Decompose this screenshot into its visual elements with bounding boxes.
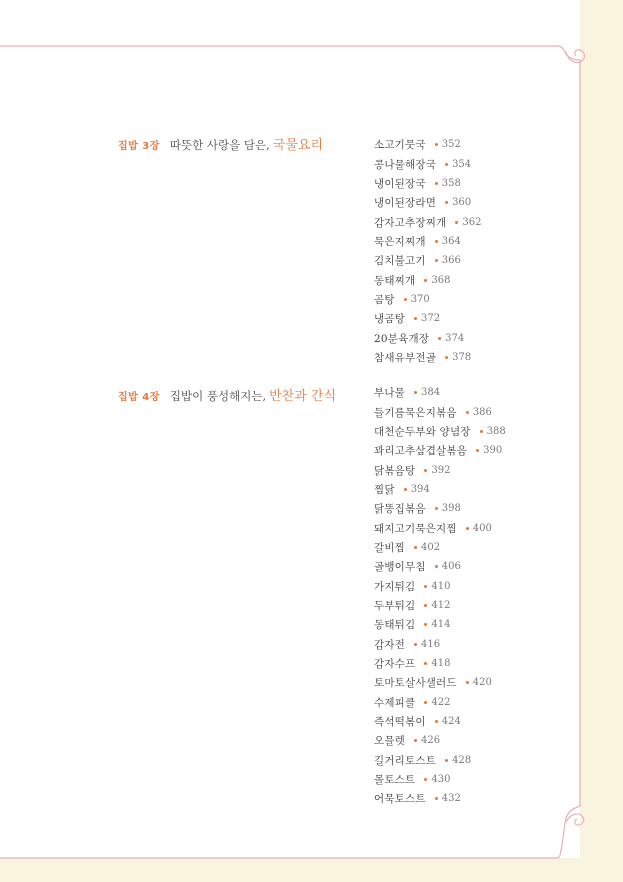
page-number: 422 [431, 696, 451, 708]
recipe-title: 갈비찜 [374, 541, 406, 554]
bullet-dot-icon [414, 739, 417, 742]
toc-entry [374, 328, 482, 347]
page-number: 386 [472, 406, 492, 418]
recipe-title: 감자전 [374, 638, 406, 651]
page-number: 368 [431, 274, 451, 286]
toc-entry [374, 212, 482, 231]
bullet-dot-icon [404, 298, 407, 301]
toc-entry [374, 557, 506, 576]
page-number: 418 [431, 657, 451, 669]
toc-entry [374, 309, 482, 328]
recipe-title: 묵은지찌개 [374, 235, 426, 248]
bullet-dot-icon [466, 681, 469, 684]
recipe-title: 냉이된장국 [374, 177, 426, 190]
page-number: 420 [472, 677, 492, 689]
bullet-dot-icon [424, 585, 427, 588]
toc-entry [374, 402, 506, 421]
recipe-title: 닭똥집볶음 [374, 503, 426, 516]
recipe-title: 길거리토스트 [374, 754, 437, 767]
bullet-dot-icon [455, 221, 458, 224]
page-number: 424 [441, 716, 461, 728]
toc-entry [374, 348, 482, 367]
chapter-3-recipe-list [374, 135, 482, 367]
page-number: 366 [441, 255, 461, 267]
recipe-title: 동태찌개 [374, 274, 416, 287]
toc-entry [374, 154, 482, 173]
chapter-4-header [118, 385, 336, 404]
recipe-title: 참새유부전골 [374, 351, 437, 364]
toc-entry [374, 251, 482, 270]
page-number: 352 [441, 139, 461, 151]
recipe-title: 김치불고기 [374, 255, 426, 268]
page-number: 360 [452, 197, 472, 209]
page-number: 358 [441, 177, 461, 189]
toc-entry [374, 731, 506, 750]
toc-entry [374, 270, 482, 289]
toc-entry [374, 518, 506, 537]
bullet-dot-icon [424, 778, 427, 781]
page-number: 430 [431, 774, 451, 786]
bullet-dot-icon [480, 430, 483, 433]
bullet-dot-icon [424, 469, 427, 472]
recipe-title: 토마토살사샐러드 [374, 677, 457, 690]
toc-entry [374, 232, 482, 251]
bullet-dot-icon [438, 337, 441, 340]
toc-entry [374, 480, 506, 499]
recipe-title: 소고기뭇국 [374, 139, 426, 152]
chapter-title: 집밥이 풍성해지는, [169, 389, 267, 403]
page-number: 412 [431, 599, 451, 611]
bullet-dot-icon [435, 143, 438, 146]
bullet-dot-icon [404, 488, 407, 491]
page-number: 426 [421, 735, 441, 747]
bullet-dot-icon [435, 182, 438, 185]
page-number: 400 [472, 522, 492, 534]
page-number: 406 [441, 561, 461, 573]
toc-entry [374, 383, 506, 402]
toc-entry [374, 576, 506, 595]
page-number: 388 [486, 425, 506, 437]
recipe-title: 들기름묵은지볶음 [374, 406, 457, 419]
bullet-dot-icon [435, 797, 438, 800]
recipe-title: 부나물 [374, 387, 406, 400]
page-number: 362 [462, 216, 482, 228]
toc-entry [374, 135, 482, 154]
chapter-number: 집밥 4장 [118, 392, 160, 403]
toc-entry [374, 712, 506, 731]
toc-entry [374, 290, 482, 309]
toc-entry [374, 789, 506, 808]
toc-entry [374, 193, 482, 212]
recipe-title: 냉곰탕 [374, 313, 406, 326]
page-number: 392 [431, 464, 451, 476]
page-number: 398 [441, 503, 461, 515]
chapter-title: 따뜻한 사랑을 담은, [169, 138, 270, 152]
page-number: 390 [483, 445, 503, 457]
recipe-title: 어묵토스트 [374, 793, 426, 806]
recipe-title: 두부튀김 [374, 599, 416, 612]
toc-entry [374, 460, 506, 479]
toc-entry [374, 174, 482, 193]
bullet-dot-icon [466, 527, 469, 530]
recipe-title: 몰토스트 [374, 774, 416, 787]
recipe-title: 돼지고기묵은지찜 [374, 522, 457, 535]
toc-entry [374, 693, 506, 712]
bullet-dot-icon [435, 507, 438, 510]
bullet-dot-icon [414, 317, 417, 320]
bullet-dot-icon [435, 720, 438, 723]
toc-entry [374, 499, 506, 518]
recipe-title: 감자고추장찌개 [374, 216, 447, 229]
page-number: 416 [421, 638, 441, 650]
chapter-highlight: 반찬과 간식 [269, 389, 337, 404]
page-number: 428 [452, 754, 472, 766]
recipe-title: 동태튀김 [374, 619, 416, 632]
page-number: 370 [410, 293, 430, 305]
page-number: 414 [431, 619, 451, 631]
toc-entry [374, 673, 506, 692]
chapter-4-recipe-list [374, 383, 506, 809]
chapter-highlight: 국물요리 [272, 138, 323, 153]
recipe-title: 찜닭 [374, 483, 395, 496]
bullet-dot-icon [445, 356, 448, 359]
bullet-dot-icon [466, 411, 469, 414]
toc-entry [374, 441, 506, 460]
bullet-dot-icon [476, 449, 479, 452]
page-number: 378 [452, 351, 472, 363]
page-number: 432 [441, 793, 461, 805]
bullet-dot-icon [424, 701, 427, 704]
bullet-dot-icon [435, 565, 438, 568]
page-number: 402 [421, 541, 441, 553]
page-number: 354 [452, 158, 472, 170]
bullet-dot-icon [414, 391, 417, 394]
bullet-dot-icon [435, 240, 438, 243]
recipe-title: 꽈리고추삼겹살볶음 [374, 445, 468, 458]
page-number: 410 [431, 580, 451, 592]
chapter-3-header [118, 134, 323, 153]
recipe-title: 대천순두부와 양념장 [374, 425, 471, 438]
recipe-title: 오믈렛 [374, 735, 406, 748]
bullet-dot-icon [445, 201, 448, 204]
recipe-title: 골뱅이무침 [374, 561, 426, 574]
recipe-title: 가지튀김 [374, 580, 416, 593]
recipe-title: 곰탕 [374, 293, 395, 306]
toc-entry [374, 422, 506, 441]
bullet-dot-icon [445, 759, 448, 762]
bullet-dot-icon [414, 643, 417, 646]
recipe-title: 냉이된장라면 [374, 197, 437, 210]
bullet-dot-icon [445, 163, 448, 166]
recipe-title: 20분육개장 [374, 332, 430, 345]
toc-entry [374, 596, 506, 615]
bullet-dot-icon [424, 623, 427, 626]
chapter-number: 집밥 3장 [118, 141, 160, 152]
bullet-dot-icon [435, 259, 438, 262]
toc-entry [374, 770, 506, 789]
page-number: 394 [410, 483, 430, 495]
recipe-title: 감자수프 [374, 657, 416, 670]
bullet-dot-icon [424, 604, 427, 607]
recipe-title: 수제피클 [374, 696, 416, 709]
toc-entry [374, 538, 506, 557]
toc-entry [374, 654, 506, 673]
page-number: 374 [445, 332, 465, 344]
bullet-dot-icon [424, 662, 427, 665]
toc-entry [374, 634, 506, 653]
page-number: 384 [421, 387, 441, 399]
page-number: 364 [441, 235, 461, 247]
page-number: 372 [421, 313, 441, 325]
recipe-title: 즉석떡볶이 [374, 716, 426, 729]
toc-entry [374, 615, 506, 634]
recipe-title: 콩나물해장국 [374, 158, 437, 171]
bullet-dot-icon [414, 546, 417, 549]
recipe-title: 닭볶음탕 [374, 464, 416, 477]
toc-entry [374, 751, 506, 770]
bullet-dot-icon [424, 279, 427, 282]
